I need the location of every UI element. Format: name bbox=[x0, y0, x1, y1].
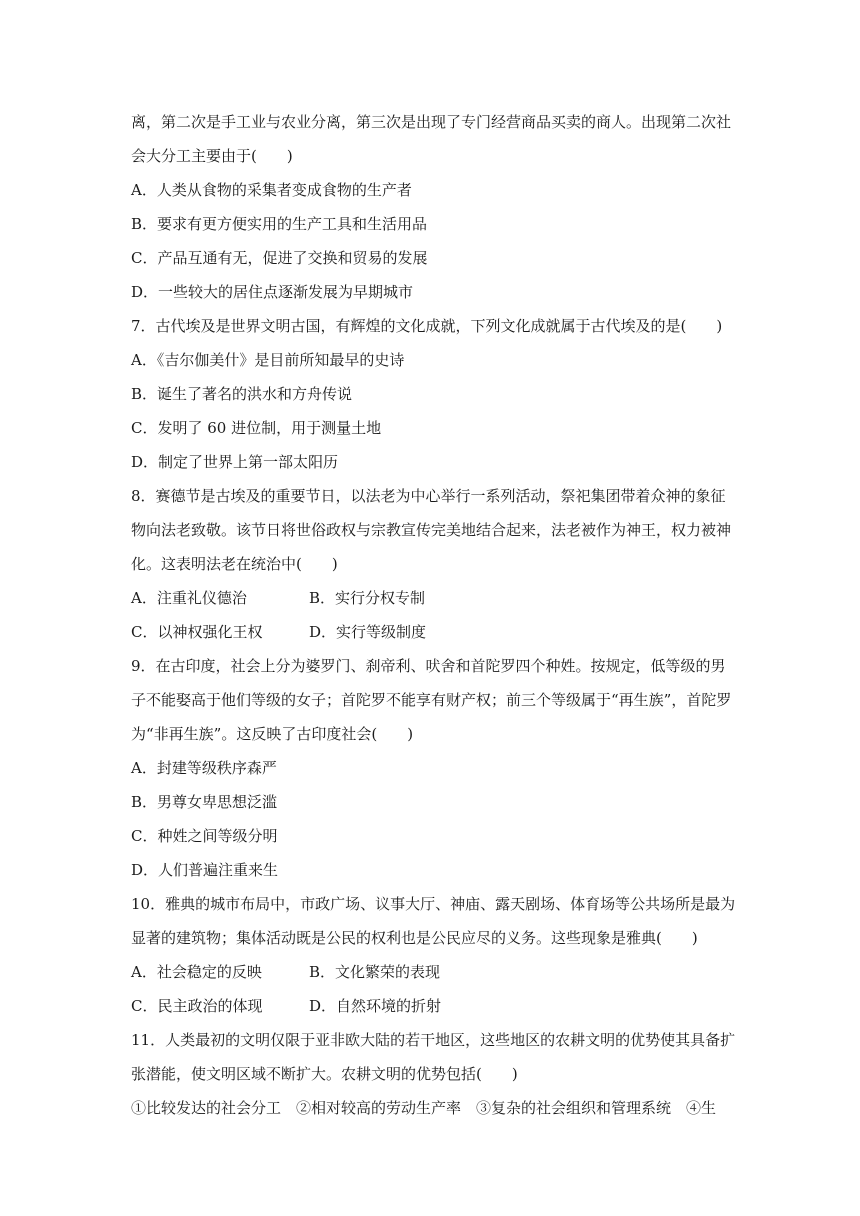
q9-stem-line-2: 子不能娶高于他们等级的女子；首陀罗不能享有财产权；前三个等级属于“再生族”，首陀罗 bbox=[131, 691, 732, 709]
q9-option-b: B．男尊女卑思想泛滥 bbox=[131, 793, 278, 811]
q6-option-a: A．人类从食物的采集者变成食物的生产者 bbox=[131, 181, 412, 199]
q7-option-a: A．《吉尔伽美什》是目前所知最早的史诗 bbox=[131, 351, 405, 369]
q11-stem-line-1: 11．人类最初的文明仅限于亚非欧大陆的若干地区，这些地区的农耕文明的优势使其具备扩 bbox=[131, 1031, 736, 1049]
q9-option-a: A．封建等级秩序森严 bbox=[131, 759, 277, 777]
q7-option-d: D．制定了世界上第一部太阳历 bbox=[131, 453, 339, 471]
q11-choices-line: ①比较发达的社会分工 ②相对较高的劳动生产率 ③复杂的社会组织和管理系统 ④生 bbox=[131, 1099, 717, 1117]
q8-stem-line-3: 化。这表明法老在统治中( ) bbox=[131, 555, 338, 573]
q8-option-c: C．以神权强化王权 bbox=[131, 623, 263, 641]
q10-option-d: D．自然环境的折射 bbox=[309, 997, 442, 1015]
q6-stem-line-1: 离，第二次是手工业与农业分离，第三次是出现了专门经营商品买卖的商人。出现第二次社 bbox=[131, 113, 732, 131]
q7-stem: 7．古代埃及是世界文明古国，有辉煌的文化成就，下列文化成就属于古代埃及的是( ) bbox=[131, 317, 723, 335]
q8-options-row-1 bbox=[131, 588, 425, 608]
q10-option-a: A．社会稳定的反映 bbox=[131, 963, 262, 981]
q6-option-b: B．要求有更方便实用的生产工具和生活用品 bbox=[131, 215, 428, 233]
q9-stem-line-1: 9．在古印度，社会上分为婆罗门、刹帝利、吠舍和首陀罗四个种姓。按规定，低等级的男 bbox=[131, 657, 726, 675]
q8-stem-line-2: 物向法老致敬。该节日将世俗政权与宗教宣传完美地结合起来，法老被作为神王，权力被神 bbox=[131, 521, 732, 539]
q8-options-row-2 bbox=[131, 622, 426, 642]
q6-option-d: D．一些较大的居住点逐渐发展为早期城市 bbox=[131, 283, 414, 301]
q10-option-b: B．文化繁荣的表现 bbox=[309, 963, 441, 981]
q10-stem-line-1: 10．雅典的城市布局中，市政广场、议事大厅、神庙、露天剧场、体育场等公共场所是最为 bbox=[131, 895, 736, 913]
q7-option-b: B．诞生了著名的洪水和方舟传说 bbox=[131, 385, 353, 403]
q9-stem-line-3: 为“非再生族”。这反映了古印度社会( ) bbox=[131, 725, 414, 743]
q10-stem-line-2: 显著的建筑物；集体活动既是公民的权利也是公民应尽的义务。这些现象是雅典( ) bbox=[131, 929, 698, 947]
q10-option-c: C．民主政治的体现 bbox=[131, 997, 263, 1015]
q8-option-b: B．实行分权专制 bbox=[309, 589, 426, 607]
q8-stem-line-1: 8．赛德节是古埃及的重要节日，以法老为中心举行一系列活动，祭祀集团带着众神的象征 bbox=[131, 487, 726, 505]
q6-option-c: C．产品互通有无，促进了交换和贸易的发展 bbox=[131, 249, 428, 267]
q7-option-c: C．发明了 60 进位制，用于测量土地 bbox=[131, 419, 382, 437]
q9-option-d: D．人们普遍注重来生 bbox=[131, 861, 279, 879]
q11-stem-line-2: 张潜能，使文明区域不断扩大。农耕文明的优势包括( ) bbox=[131, 1065, 518, 1083]
q10-options-row-2 bbox=[131, 996, 441, 1016]
q8-option-d: D．实行等级制度 bbox=[309, 623, 427, 641]
q10-options-row-1 bbox=[131, 962, 440, 982]
q9-option-c: C．种姓之间等级分明 bbox=[131, 827, 278, 845]
q6-stem-line-2: 会大分工主要由于( ) bbox=[131, 147, 293, 165]
q8-option-a: A．注重礼仪德治 bbox=[131, 589, 247, 607]
